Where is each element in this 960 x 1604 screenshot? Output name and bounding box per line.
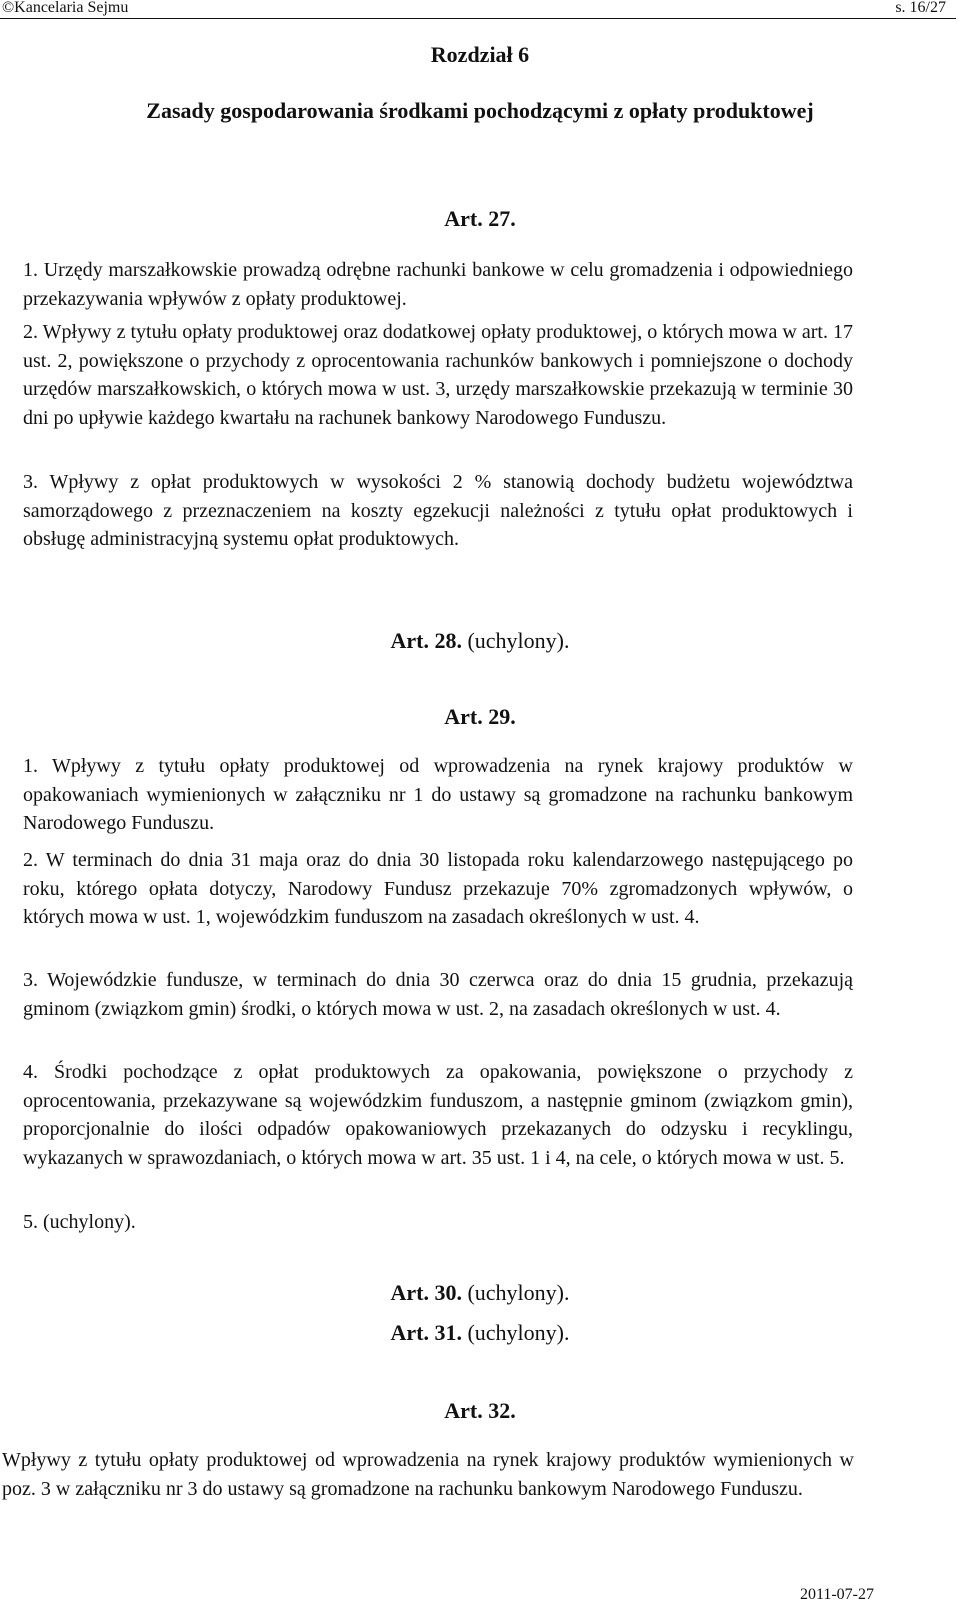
art-29-paragraph-3: 3. Wojewódzkie fundusze, w terminach do dnia 30 czerwca oraz do dnia 15 grudnia, przekazują gminom (związkom gmin) środki, o których mowa w ust. 2, na zasadach określonych w ust. 4.	[23, 969, 853, 1020]
chapter-subtitle: Zasady gospodarowania środkami pochodzącymi z opłaty produktowej	[146, 98, 814, 123]
art-30-status: (uchylony).	[467, 1280, 570, 1305]
art-27-heading: Art. 27.	[444, 206, 516, 231]
art-30-line	[0, 1280, 960, 1306]
art-28-line	[0, 628, 960, 654]
art-27-paragraph-1: 1. Urzędy marszałkowskie prowadzą odrębne rachunki bankowe w celu gromadzenia i odpowiedniego przekazywania wpływów z opłaty produktowej.	[23, 259, 853, 310]
art-30-heading: Art. 30.	[390, 1280, 462, 1305]
art-28-heading: Art. 28.	[390, 628, 462, 653]
art-31-status: (uchylony).	[467, 1320, 570, 1345]
art-29-paragraph-5: 5. (uchylony).	[23, 1211, 136, 1233]
chapter-title: Rozdział 6	[430, 42, 530, 67]
footer-date: 2011-07-27	[799, 1586, 874, 1603]
art-31-heading: Art. 31.	[390, 1320, 462, 1345]
header-copyright: ©Kancelaria Sejmu	[2, 0, 129, 16]
header-page-number: s. 16/27	[895, 0, 946, 16]
art-27-paragraph-3: 3. Wpływy z opłat produktowych w wysokości 2 % stanowią dochody budżetu województwa samorządowego z przeznaczeniem na koszty egzekucji należności z tytułu opłat produktowych i obsługę administracyjną systemu opłat produktowych.	[23, 471, 853, 550]
art-29-paragraph-2: 2. W terminach do dnia 31 maja oraz do dnia 30 listopada roku kalendarzowego następującego po roku, którego opłata dotyczy, Narodowy Fundusz przekazuje 70% zgromadzonych wpływów, o których mowa w ust. 1, wojewódzkim funduszom na zasadach określonych w ust. 4.	[23, 849, 853, 928]
art-29-heading: Art. 29.	[444, 704, 516, 729]
art-32-paragraph-1: Wpływy z tytułu opłaty produktowej od wprowadzenia na rynek krajowy produktów wymienionych w poz. 3 w załączniku nr 3 do ustawy są gromadzone na rachunku bankowym Narodowego Funduszu.	[2, 1449, 854, 1500]
header-divider	[0, 18, 956, 19]
art-32-heading: Art. 32.	[444, 1398, 516, 1423]
art-28-status: (uchylony).	[467, 628, 570, 653]
art-31-line	[0, 1320, 960, 1346]
art-29-paragraph-1: 1. Wpływy z tytułu opłaty produktowej od wprowadzenia na rynek krajowy produktów w opakowaniach wymienionych w załączniku nr 1 do ustawy są gromadzone na rachunku bankowym Narodowego Funduszu.	[23, 755, 853, 834]
art-29-paragraph-4: 4. Środki pochodzące z opłat produktowych za opakowania, powiększone o przychody z oprocentowania, przekazywane są wojewódzkim funduszom, a następnie gminom (związkom gmin), proporcjonalnie do ilości odpadów opakowaniowych przekazanych do odzysku i recyklingu, wykazanych w sprawozdaniach, o których mowa w art. 35 ust. 1 i 4, na cele, o których mowa w ust. 5.	[23, 1061, 853, 1169]
art-27-paragraph-2: 2. Wpływy z tytułu opłaty produktowej oraz dodatkowej opłaty produktowej, o których mowa w art. 17 ust. 2, powiększone o przychody z oprocentowania rachunków bankowych i pomniejszone o dochody urzędów marszałkowskich, o których mowa w ust. 3, urzędy marszałkowskie przekazują w terminie 30 dni po upływie każdego kwartału na rachunek bankowy Narodowego Funduszu.	[23, 321, 853, 429]
